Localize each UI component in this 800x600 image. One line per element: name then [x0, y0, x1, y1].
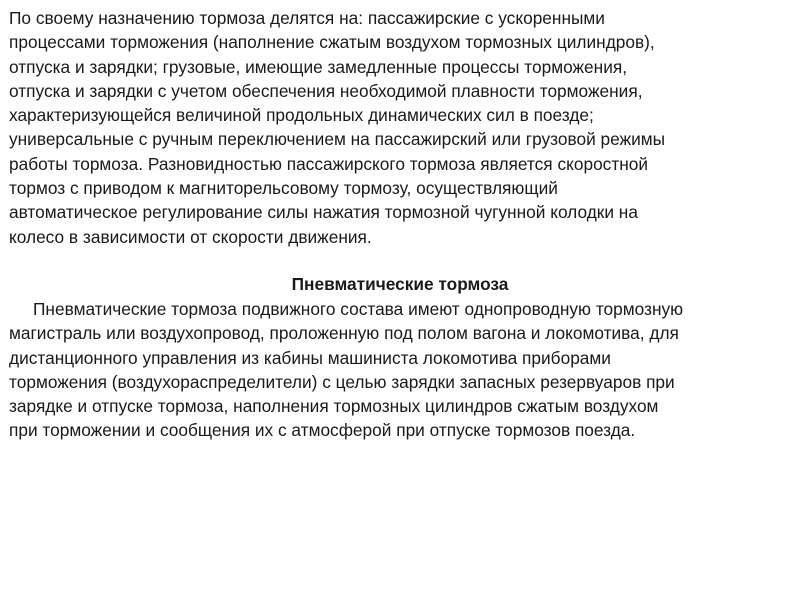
text-line: Пневматические тормоза подвижного состава имеют однопроводную тормозную: [9, 299, 684, 319]
paragraph-pneumatic-brakes: [9, 297, 794, 443]
text-line: тормоз с приводом к магниторельсовому тормозу, осуществляющий: [9, 178, 558, 199]
text-line: зарядке и отпуске тормоза, наполнения тормозных цилиндров сжатым воздухом: [9, 396, 659, 417]
section-heading: Пневматические тормоза: [291, 274, 509, 294]
text-line: магистраль или воздухопровод, проложенную под полом вагона и локомотива, для: [9, 323, 679, 344]
text-line: характеризующейся величиной продольных динамических сил в поезде;: [9, 105, 594, 126]
text-line: работы тормоза. Разновидностью пассажирского тормоза является скоростной: [9, 153, 649, 174]
text-line: при торможении и сообщения их с атмосферой при отпуске тормозов поезда.: [9, 420, 636, 441]
text-line: колесо в зависимости от скорости движения.: [9, 226, 372, 247]
text-line: процессами торможения (наполнение сжатым воздухом тормозных цилиндров),: [9, 32, 655, 53]
text-line: автоматическое регулирование силы нажатия тормозной чугунной колодки на: [9, 202, 638, 223]
text-line: торможения (воздухораспределители) с целью зарядки запасных резервуаров при: [9, 371, 675, 392]
text-line: дистанционного управления из кабины машиниста локомотива приборами: [9, 347, 611, 368]
text-line: универсальные с ручным переключением на пассажирский или грузовой режимы: [9, 129, 666, 150]
text-line: По своему назначению тормоза делятся на: пассажирские с ускоренными: [9, 8, 605, 28]
paragraph-brake-types: [9, 6, 789, 249]
text-line: отпуска и зарядки с учетом обеспечения необходимой плавности торможения,: [9, 80, 643, 101]
text-line: отпуска и зарядки; грузовые, имеющие замедленные процессы торможения,: [9, 56, 628, 77]
